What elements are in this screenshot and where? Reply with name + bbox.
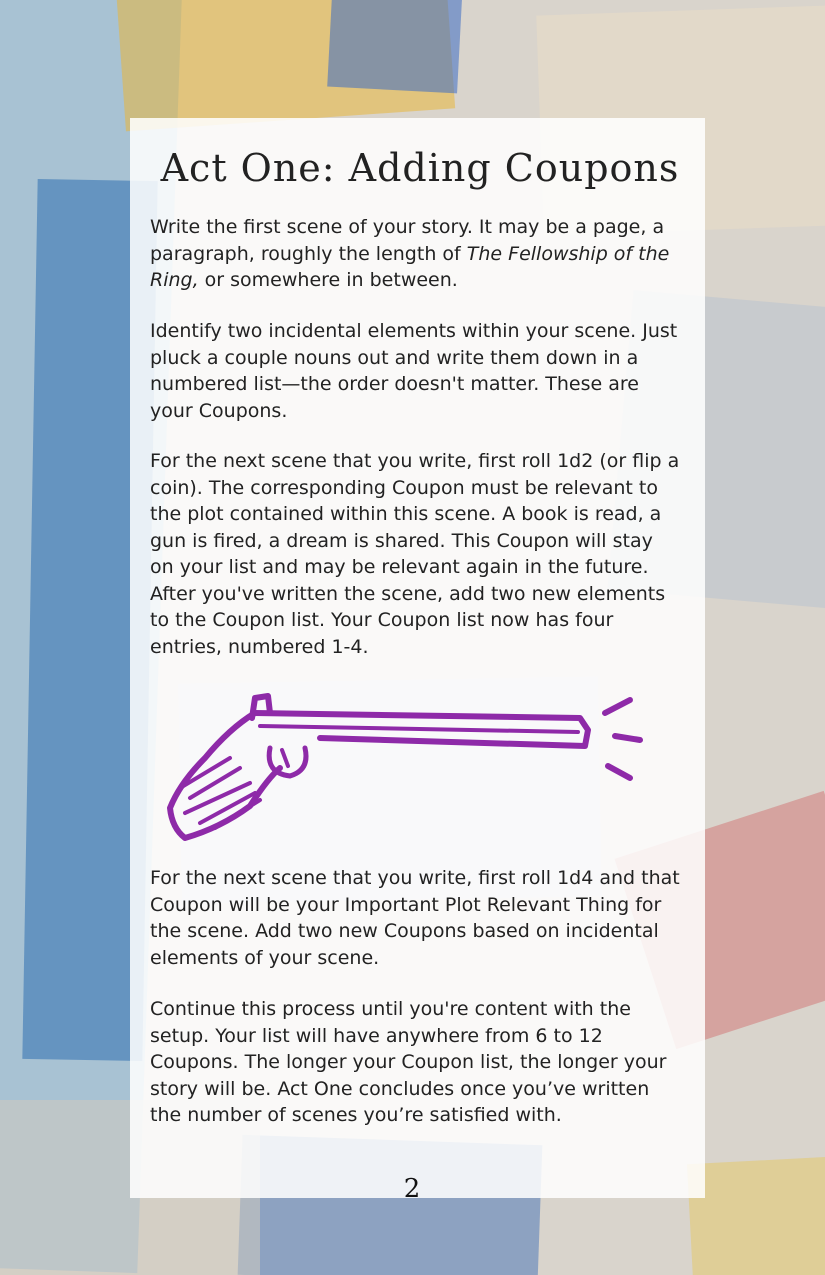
background-scrap (327, 0, 463, 93)
paragraph-continue-process: Continue this process until you're content with the setup. Your list will have anywhere from 6 to 12 Coupons. The longer your Coupon list, the longer your story will be. Act One concludes once you’ve written the number of scenes you’re satisfied with. (150, 998, 667, 1126)
paragraph-write-first-scene (150, 214, 680, 294)
book-title: The Fellowship of the Ring, (150, 242, 670, 291)
paragraph-text: or somewhere in between. (198, 269, 458, 291)
paragraph-identify-elements: Identify two incidental elements within your scene. Just pluck a couple nouns out and write them down in a numbered list—the order doesn't matter. These are your Coupons. (150, 320, 678, 422)
paragraph-roll-1d4: For the next scene that you write, first roll 1d4 and that Coupon will be your Important Plot Relevant Thing for the scene. Add two new Coupons based on incidental elements of your scene. (150, 867, 680, 969)
paragraph-roll-1d2: For the next scene that you write, first roll 1d2 (or flip a coin). The corresponding Coupon must be relevant to the plot contained within this scene. A book is read, a gun is fired, a dream is shared. This Coupon will stay on your list and may be relevant again in the future. After you've written the scene, add two new elements to the Coupon list. Your Coupon list now has four entries, numbered 1-4. (150, 450, 680, 658)
pistol-firing-icon (160, 688, 650, 858)
paragraph-text: Write the first scene of your story. It may be a page, a paragraph, roughly the length of (150, 216, 665, 265)
page-title: Act One: Adding Coupons (160, 146, 680, 190)
background-scrap (687, 1156, 825, 1275)
page-number: 2 (403, 1174, 421, 1204)
